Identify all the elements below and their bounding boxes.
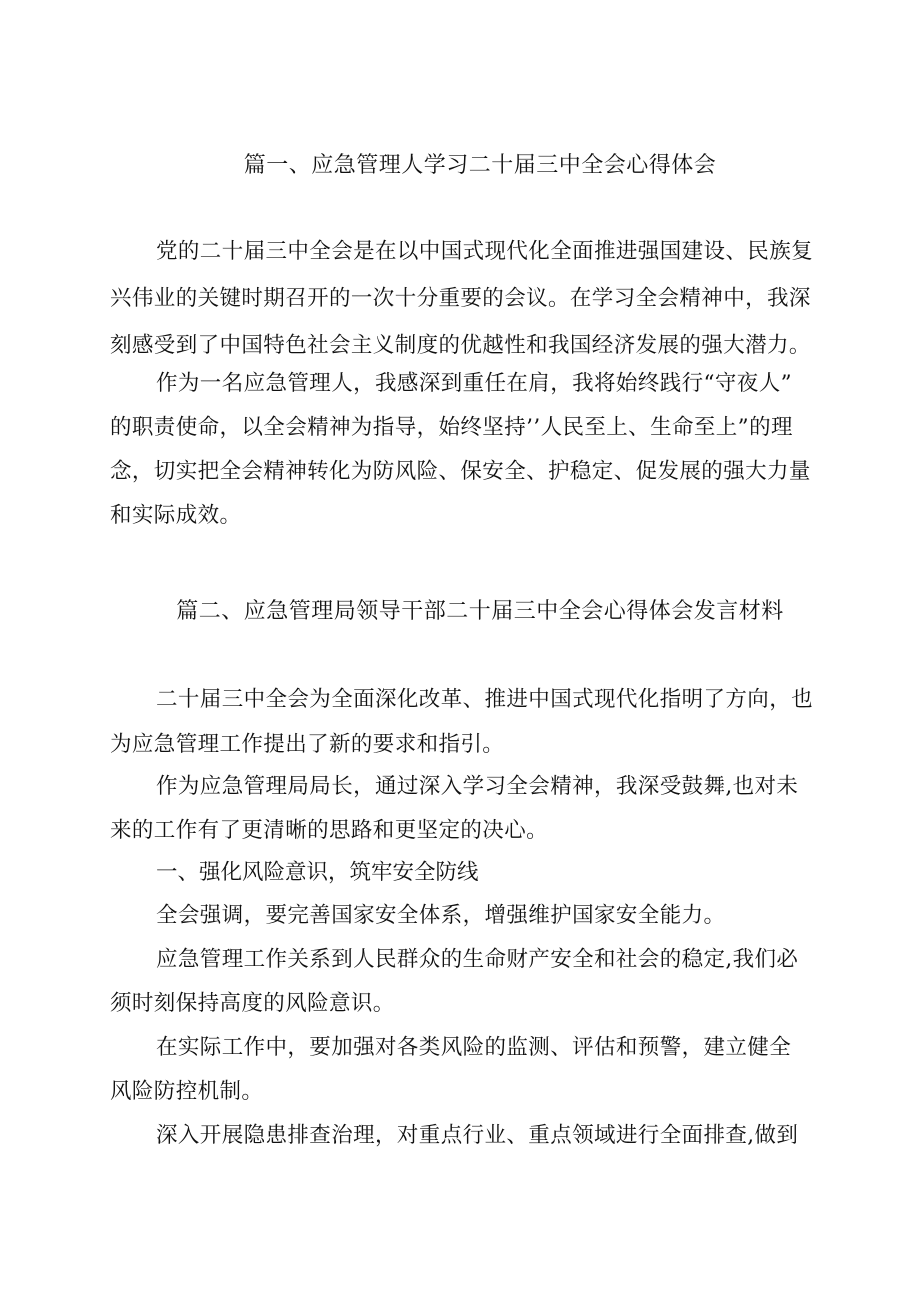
section-2-line-8: 在实际工作中，要加强对各类风险的监测、评估和预警，建立健全 bbox=[156, 1035, 792, 1060]
section-2-line-2: 为应急管理工作提出了新的要求和指引。 bbox=[110, 732, 505, 757]
section-2-title: 篇二、应急管理局领导干部二十届三中全会心得体会发言材料 bbox=[176, 599, 784, 624]
section-2-line-9: 风险防控机制。 bbox=[110, 1079, 264, 1104]
section-1-line-5: 的职责使命，以全会精神为指导，始终坚持’’人民至上、生命至上”的理 bbox=[110, 415, 793, 440]
section-1-line-1: 党的二十届三中全会是在以中国式现代化全面推进强国建设、民族复 bbox=[156, 239, 814, 264]
section-1-line-6: 念，切实把全会精神转化为防风险、保安全、护稳定、促发展的强大力量 bbox=[110, 459, 811, 484]
section-2-subheading: 一、强化风险意识，筑牢安全防线 bbox=[156, 860, 479, 885]
section-1-line-3: 刻感受到了中国特色社会主义制度的优越性和我国经济发展的强大潜力。 bbox=[110, 333, 811, 358]
section-2-line-10: 深入开展隐患排查治理，对重点行业、重点领域进行全面排查,做到 bbox=[156, 1123, 799, 1148]
section-1-line-7: 和实际成效。 bbox=[110, 503, 242, 528]
section-2-line-7: 须时刻保持高度的风险意识。 bbox=[110, 991, 395, 1016]
section-2-line-6: 应急管理工作关系到人民群众的生命财产安全和社会的稳定,我们必 bbox=[156, 947, 799, 972]
section-1-line-2: 兴伟业的关键时期召开的一次十分重要的会议。在学习全会精神中，我深 bbox=[110, 286, 811, 311]
section-2-line-4: 来的工作有了更清晰的思路和更坚定的决心。 bbox=[110, 818, 549, 843]
section-2-line-3: 作为应急管理局局长，通过深入学习全会精神，我深受鼓舞,也对未 bbox=[156, 774, 799, 799]
section-1-title: 篇一、应急管理人学习二十届三中全会心得体会 bbox=[243, 153, 717, 178]
section-2-line-5: 全会强调，要完善国家安全体系，增强维护国家安全能力。 bbox=[156, 903, 726, 928]
section-2-line-1: 二十届三中全会为全面深化改革、推进中国式现代化指明了方向，也 bbox=[156, 687, 814, 712]
section-1-line-4: 作为一名应急管理人，我感深到重任在肩，我将始终践行“守夜人” bbox=[156, 371, 792, 396]
